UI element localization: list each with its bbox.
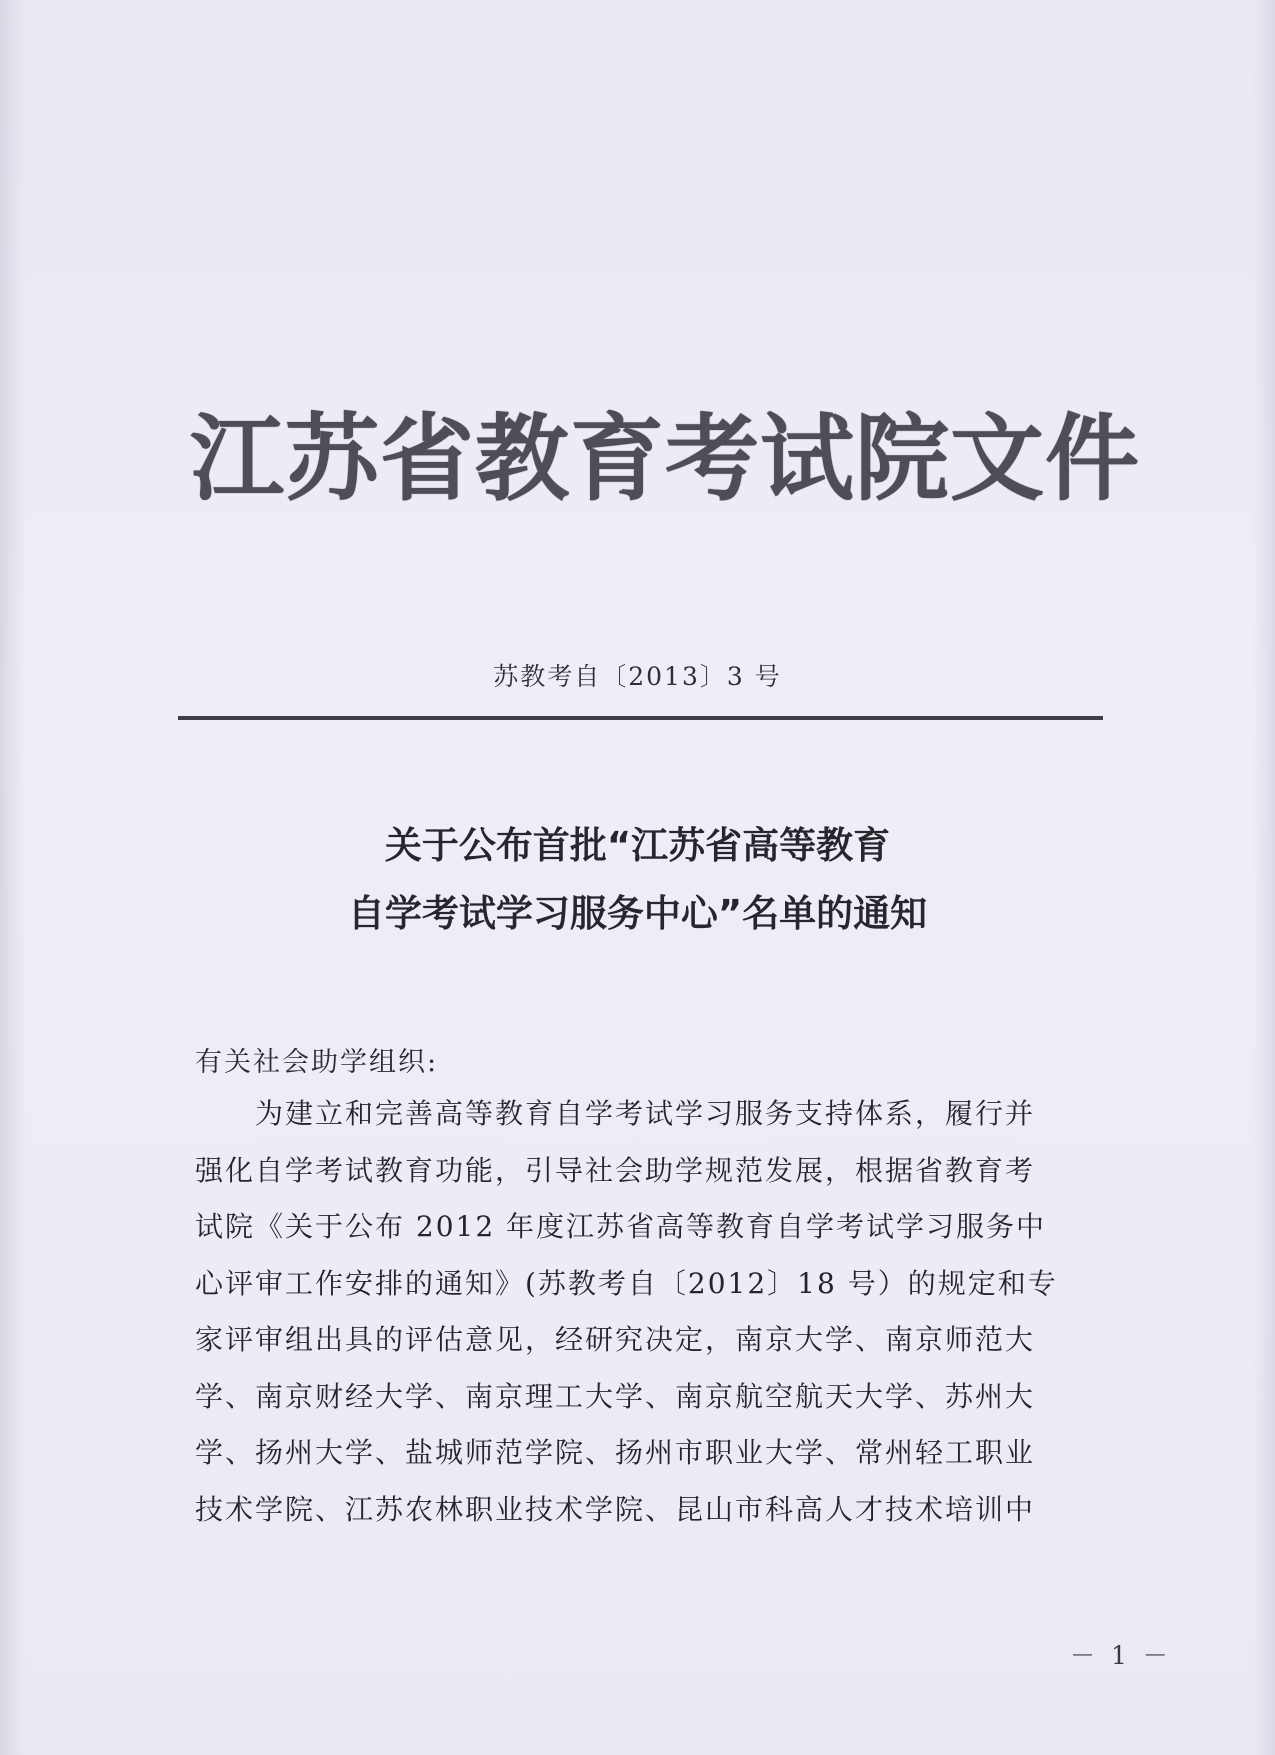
body-line: 试院《关于公布 2012 年度江苏省高等教育自学考试学习服务中 bbox=[195, 1210, 1047, 1243]
body-line: 心评审工作安排的通知》(苏教考自〔2012〕18 号）的规定和专 bbox=[195, 1266, 1058, 1300]
document-number: 苏教考自〔2013〕3 号 bbox=[493, 662, 782, 691]
document-header: 江苏省教育考试院文件 bbox=[190, 405, 1141, 514]
header-divider bbox=[178, 716, 1103, 720]
document-title bbox=[0, 812, 1275, 948]
title-line: 自学考试学习服务中心”名单的通知 bbox=[347, 892, 928, 935]
body-line: 强化自学考试教育功能，引导社会助学规范发展，根据省教育考 bbox=[195, 1153, 1036, 1187]
salutation: 有关社会助学组织: bbox=[195, 1047, 439, 1078]
body-line: 学、扬州大学、盐城师范学院、扬州市职业大学、常州轻工职业 bbox=[195, 1436, 1036, 1469]
page-number: － 1 － bbox=[1070, 1641, 1172, 1670]
body-line: 家评审组出具的评估意见，经研究决定，南京大学、南京师范大 bbox=[195, 1323, 1036, 1356]
body-paragraph bbox=[195, 1086, 1135, 1538]
title-line: 关于公布首批“江苏省高等教育 bbox=[384, 824, 891, 867]
body-line: 为建立和完善高等教育自学考试学习服务支持体系，履行并 bbox=[195, 1097, 1036, 1130]
body-line: 技术学院、江苏农林职业技术学院、昆山市科高人才技术培训中 bbox=[195, 1492, 1036, 1526]
body-line: 学、南京财经大学、南京理工大学、南京航空航天大学、苏州大 bbox=[195, 1379, 1036, 1413]
